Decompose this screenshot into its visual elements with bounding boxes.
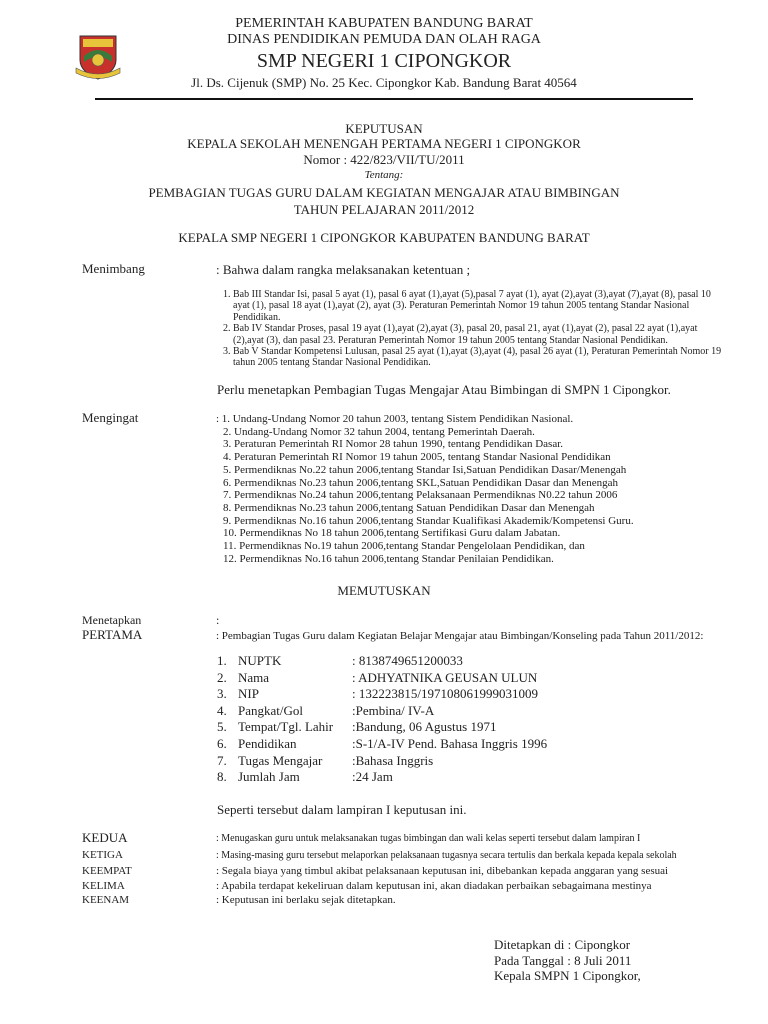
list-item: 9. Permendiknas No.16 tahun 2006,tentang Standar Kualifikasi Akademik/Kompetensi Guru. — [223, 514, 634, 527]
list-item: 5. Permendiknas No.22 tahun 2006,tentang Standar Isi,Satuan Pendidikan Dasar/Menengah — [223, 463, 627, 476]
menetapkan-colon: : — [216, 613, 220, 627]
list-item: 2. Undang-Undang Nomor 32 tahun 2004, tentang Pemerintah Daerah. — [223, 425, 535, 438]
mengingat-list — [216, 413, 634, 565]
clause-text-kedua: : Menugaskan guru untuk melaksanakan tugas bimbingan dan wali kelas seperti tersebut dalam lampiran I — [216, 833, 641, 844]
list-item: 3. Peraturan Pemerintah RI Nomor 28 tahun 1990, tentang Pendidikan Dasar. — [223, 438, 564, 451]
letterhead-address: Jl. Ds. Cijenuk (SMP) No. 25 Kec. Cipongkor Kab. Bandung Barat 40564 — [191, 75, 577, 90]
decree-issuer-title: KEPALA SEKOLAH MENENGAH PERTAMA NEGERI 1 CIPONGKOR — [187, 136, 581, 151]
lampiran-note: Seperti tersebut dalam lampiran I keputusan ini. — [217, 802, 467, 817]
mengingat-label: Mengingat — [82, 410, 139, 425]
clause-label-ketiga: KETIGA — [82, 849, 123, 861]
clause-text-keenam: : Keputusan ini berlaku sejak ditetapkan. — [216, 894, 396, 906]
clause-label-keenam: KEENAM — [82, 894, 130, 906]
letterhead-school-name: SMP NEGERI 1 CIPONGKOR — [256, 50, 512, 72]
decree-subject-line1: PEMBAGIAN TUGAS GURU DALAM KEGIATAN MENGAJAR ATAU BIMBINGAN — [148, 185, 620, 200]
decree-subject-line2: TAHUN PELAJARAN 2011/2012 — [293, 202, 475, 217]
letterhead-department: DINAS PENDIDIKAN PEMUDA DAN OLAH RAGA — [227, 32, 541, 47]
clause-label-kedua: KEDUA — [82, 830, 128, 845]
menimbang-list — [223, 289, 721, 369]
list-item: 6. Permendiknas No.23 tahun 2006,tentang SKL,Satuan Pendidikan Dasar dan Menengah — [223, 476, 619, 489]
list-item: : 1. Undang-Undang Nomor 20 tahun 2003, tentang Sistem Pendidikan Nasional. — [216, 413, 574, 425]
signature-date: Pada Tanggal : 8 Juli 2011 — [494, 952, 632, 968]
decree-issuer: KEPALA SMP NEGERI 1 CIPONGKOR KABUPATEN BANDUNG BARAT — [178, 230, 590, 245]
list-item: 3. Bab V Standar Kompetensi Lulusan, pasal 25 ayat (1),ayat (3),ayat (4), pasal 26 ayat (1), Peraturan Pemerintah Nomor 19 tahun 2005 tentang Standar Nasional Pendidikan. — [223, 346, 722, 369]
pertama-text: : Pembagian Tugas Guru dalam Kegiatan Belajar Mengajar atau Bimbingan/Konseling pada Tahun 2011/2012: — [216, 630, 704, 642]
decree-tentang: Tentang: — [364, 169, 404, 181]
list-item: 12. Permendiknas No.16 tahun 2006,tentang Standar Penilaian Pendidikan. — [223, 552, 554, 565]
memutuskan-heading: MEMUTUSKAN — [337, 583, 431, 598]
list-item: 10. Permendiknas No 18 tahun 2006,tentang Sertifikasi Guru dalam Jabatan. — [223, 527, 561, 540]
list-item: 4. Peraturan Pemerintah RI Nomor 19 tahun 2005, tentang Standar Nasional Pendidikan — [223, 451, 611, 464]
list-item: 2. Bab IV Standar Proses, pasal 19 ayat (1),ayat (2),ayat (3), pasal 20, pasal 21, ayat (1),ayat (2), pasal 22 ayat (1),ayat (2),ayat (3), dan pasal 23. Peraturan Pemerintah Nomor 19 tahun 2005 tentang Standar Nasional Pendidikan. — [223, 323, 698, 346]
list-item: 11. Permendiknas No.19 tahun 2006,tentang Standar Pengelolaan Pendidikan, dan — [223, 540, 585, 553]
clause-text-kelima: : Apabila terdapat kekeliruan dalam keputusan ini, akan diadakan perbaikan sebagaimana mestinya — [216, 880, 652, 892]
letterhead-government: PEMERINTAH KABUPATEN BANDUNG BARAT — [235, 16, 533, 31]
signature-title: Kepala SMPN 1 Cipongkor, — [494, 968, 641, 983]
pertama-label: PERTAMA — [82, 627, 143, 642]
clause-label-kelima: KELIMA — [82, 880, 125, 892]
list-item: 8. Permendiknas No.23 tahun 2006,tentang Satuan Pendidikan Dasar dan Menengah — [223, 501, 595, 514]
clause-text-ketiga: : Masing-masing guru tersebut melaporkan pelaksanaan tugasnya secara tertulis dan berkala kepada kepala sekolah — [216, 850, 677, 861]
menimbang-intro: : Bahwa dalam rangka melaksanakan ketentuan ; — [216, 262, 471, 277]
signature-place: Ditetapkan di : Cipongkor — [494, 937, 631, 952]
menetapkan-label: Menetapkan — [82, 613, 142, 627]
list-item: 7. Permendiknas No.24 tahun 2006,tentang Pelaksanaan Permendiknas N0.22 tahun 2006 — [223, 489, 618, 502]
letterhead-divider — [95, 98, 693, 100]
menimbang-conclusion: Perlu menetapkan Pembagian Tugas Mengajar Atau Bimbingan di SMPN 1 Cipongkor. — [217, 382, 671, 397]
decree-heading: KEPUTUSAN — [345, 121, 423, 136]
signature-block — [494, 937, 641, 984]
clause-text-keempat: : Segala biaya yang timbul akibat pelaksanaan keputusan ini, dibebankan kepada anggaran yang sesuai — [216, 865, 669, 877]
menimbang-label: Menimbang — [82, 261, 145, 276]
list-item: 1. Bab III Standar Isi, pasal 5 ayat (1), pasal 6 ayat (1),ayat (5),pasal 7 ayat (1), ayat (2),ayat (3),ayat (7),ayat (8), pasal 10 ayat (1), pasal 18 ayat (1),ayat (2), ayat (3). Peraturan Pemerintah Nomor 19 tahun 2005 tentang Standar Nasional Pendidikan. — [223, 289, 711, 323]
decree-number: Nomor : 422/823/VII/TU/2011 — [303, 152, 465, 167]
clause-label-keempat: KEEMPAT — [82, 865, 132, 877]
